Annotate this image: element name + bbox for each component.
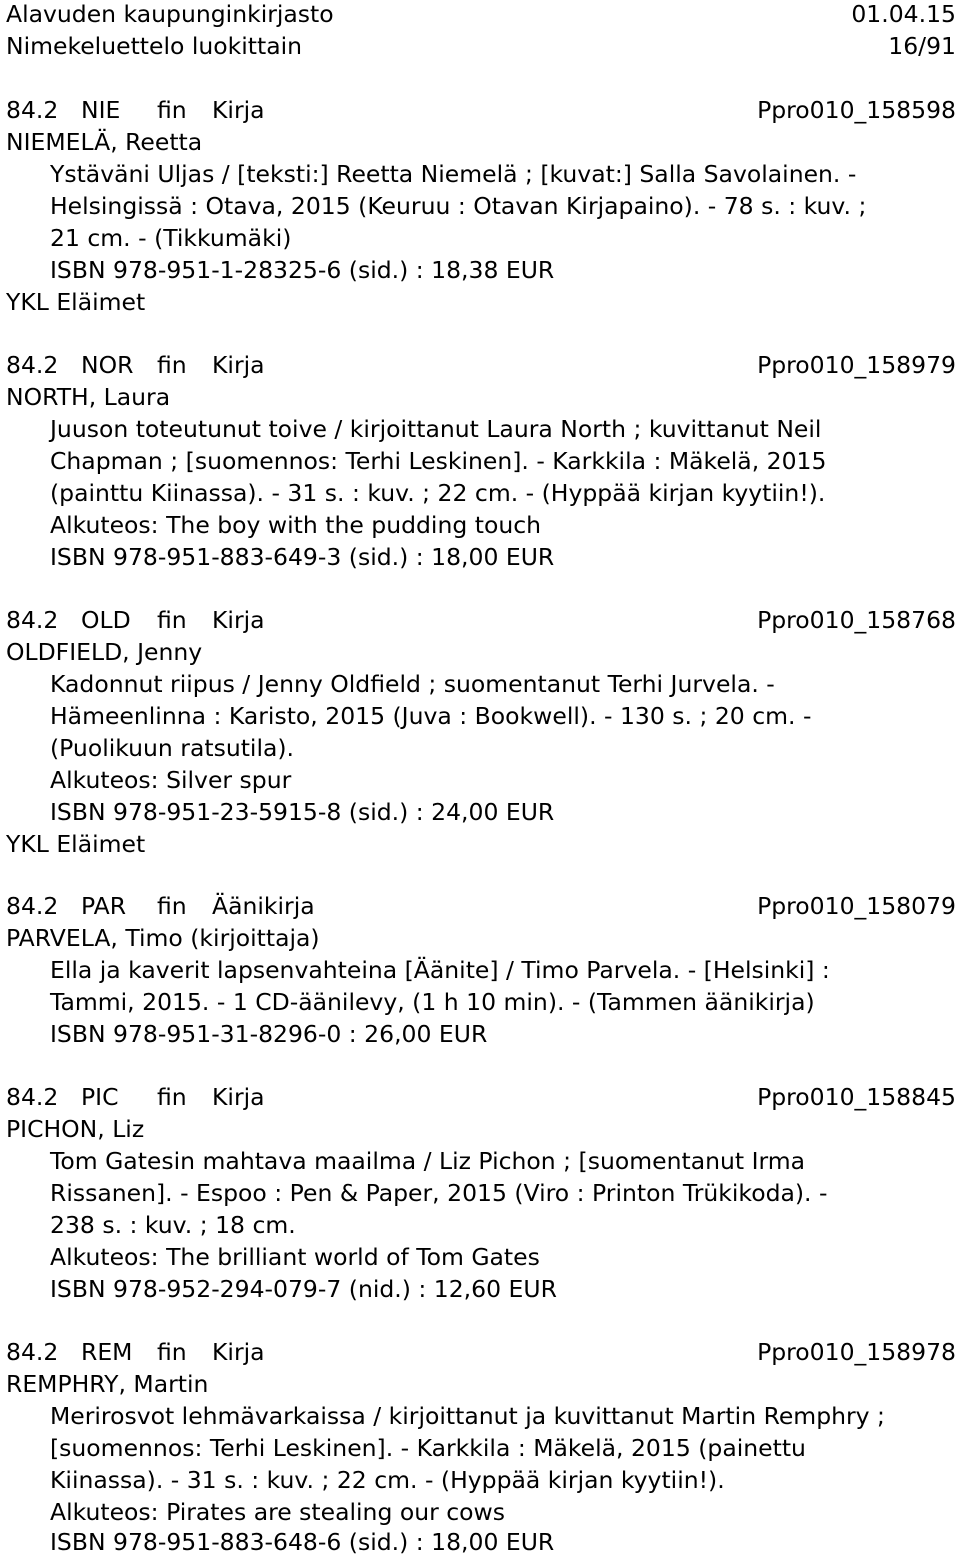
entry-class: 84.2: [6, 1338, 59, 1366]
entry-original-title: Alkuteos: Pirates are stealing our cows: [50, 1498, 505, 1526]
entry-description-line: Helsingissä : Otava, 2015 (Keuruu : Otavan Kirjapaino). - 78 s. : kuv. ;: [50, 192, 867, 220]
entry-author: REMPHRY, Martin: [6, 1370, 209, 1398]
entry-id: Ppro010_158978: [757, 1338, 956, 1366]
entry-description-line: (Puolikuun ratsutila).: [50, 734, 295, 762]
entry-description-line: Ella ja kaverit lapsenvahteina [Äänite] / Timo Parvela. - [Helsinki] :: [50, 956, 830, 984]
entry-description-line: Tom Gatesin mahtava maailma / Liz Pichon ; [suomentanut Irma: [50, 1147, 806, 1175]
entry-class: 84.2: [6, 96, 59, 124]
entry-description-line: Tammi, 2015. - 1 CD-äänilevy, (1 h 10 min). - (Tammen äänikirja): [50, 988, 815, 1016]
entry-description-line: 21 cm. - (Tikkumäki): [50, 224, 292, 252]
entry-code: PAR: [81, 892, 127, 920]
entry-code: NOR: [81, 351, 134, 379]
entry-code: OLD: [81, 606, 131, 634]
entry-id: Ppro010_158845: [757, 1083, 956, 1111]
entry-id: Ppro010_158079: [757, 892, 956, 920]
entry-author: PARVELA, Timo (kirjoittaja): [6, 924, 320, 952]
entry-isbn: ISBN 978-951-23-5915-8 (sid.) : 24,00 EUR: [50, 798, 555, 826]
entry-code: PIC: [81, 1083, 119, 1111]
entry-id: Ppro010_158598: [757, 96, 956, 124]
entry-author: OLDFIELD, Jenny: [6, 638, 203, 666]
entry-author: NORTH, Laura: [6, 383, 171, 411]
entry-author: NIEMELÄ, Reetta: [6, 128, 203, 156]
entry-description-line: 238 s. : kuv. ; 18 cm.: [50, 1211, 296, 1239]
entry-class: 84.2: [6, 351, 59, 379]
entry-type: Kirja: [212, 96, 265, 124]
entry-description-line: Kiinassa). - 31 s. : kuv. ; 22 cm. - (Hyppää kirjan kyytiin!).: [50, 1466, 725, 1494]
entry-header: [0, 890, 960, 922]
entry-language: fin: [157, 1338, 187, 1366]
entry-description-line: Juuson toteutunut toive / kirjoittanut Laura North ; kuvittanut Neil: [50, 415, 822, 443]
entry-description-line: Kadonnut riipus / Jenny Oldfield ; suomentanut Terhi Jurvela. -: [50, 670, 775, 698]
entry-original-title: Alkuteos: The boy with the pudding touch: [50, 511, 542, 539]
entry-code: NIE: [81, 96, 121, 124]
entry-isbn: ISBN 978-951-883-648-6 (sid.) : 18,00 EUR: [50, 1528, 555, 1556]
entry-type: Kirja: [212, 1338, 265, 1366]
entry-header: [0, 1081, 960, 1113]
entry-original-title: Alkuteos: Silver spur: [50, 766, 292, 794]
entry-description-line: Rissanen]. - Espoo : Pen & Paper, 2015 (Viro : Printon Trükikoda). -: [50, 1179, 828, 1207]
entry-author: PICHON, Liz: [6, 1115, 145, 1143]
page-header-row-2: [0, 30, 960, 62]
entry-language: fin: [157, 351, 187, 379]
entry-language: fin: [157, 892, 187, 920]
entry-id: Ppro010_158768: [757, 606, 956, 634]
entry-language: fin: [157, 1083, 187, 1111]
entry-code: REM: [81, 1338, 133, 1366]
page-number: 16/91: [888, 32, 956, 60]
entry-class: 84.2: [6, 606, 59, 634]
entry-ykl: YKL Eläimet: [6, 288, 146, 316]
entry-original-title: Alkuteos: The brilliant world of Tom Gates: [50, 1243, 540, 1271]
entry-id: Ppro010_158979: [757, 351, 956, 379]
entry-type: Kirja: [212, 1083, 265, 1111]
entry-isbn: ISBN 978-951-1-28325-6 (sid.) : 18,38 EUR: [50, 256, 555, 284]
entry-type: Kirja: [212, 606, 265, 634]
entry-description-line: Chapman ; [suomennos: Terhi Leskinen]. - Karkkila : Mäkelä, 2015: [50, 447, 827, 475]
library-name: Alavuden kaupunginkirjasto: [6, 0, 334, 28]
entry-class: 84.2: [6, 892, 59, 920]
entry-header: [0, 604, 960, 636]
entry-description-line: Hämeenlinna : Karisto, 2015 (Juva : Bookwell). - 130 s. ; 20 cm. -: [50, 702, 812, 730]
entry-type: Äänikirja: [212, 892, 315, 920]
entry-header: [0, 1336, 960, 1368]
entry-header: [0, 349, 960, 381]
entry-header: [0, 94, 960, 126]
entry-description-line: [suomennos: Terhi Leskinen]. - Karkkila : Mäkelä, 2015 (painettu: [50, 1434, 806, 1462]
page-header-row-1: [0, 0, 960, 30]
entry-ykl: YKL Eläimet: [6, 830, 146, 858]
entry-language: fin: [157, 606, 187, 634]
entry-language: fin: [157, 96, 187, 124]
entry-type: Kirja: [212, 351, 265, 379]
entry-description-line: Ystäväni Uljas / [teksti:] Reetta Niemelä ; [kuvat:] Salla Savolainen. -: [50, 160, 857, 188]
entry-class: 84.2: [6, 1083, 59, 1111]
report-date: 01.04.15: [851, 0, 956, 28]
entry-description-line: Merirosvot lehmävarkaissa / kirjoittanut ja kuvittanut Martin Remphry ;: [50, 1402, 885, 1430]
report-title: Nimekeluettelo luokittain: [6, 32, 303, 60]
entry-description-line: (painttu Kiinassa). - 31 s. : kuv. ; 22 cm. - (Hyppää kirjan kyytiin!).: [50, 479, 826, 507]
entry-isbn: ISBN 978-952-294-079-7 (nid.) : 12,60 EUR: [50, 1275, 557, 1303]
entry-isbn: ISBN 978-951-883-649-3 (sid.) : 18,00 EUR: [50, 543, 555, 571]
entry-isbn: ISBN 978-951-31-8296-0 : 26,00 EUR: [50, 1020, 488, 1048]
